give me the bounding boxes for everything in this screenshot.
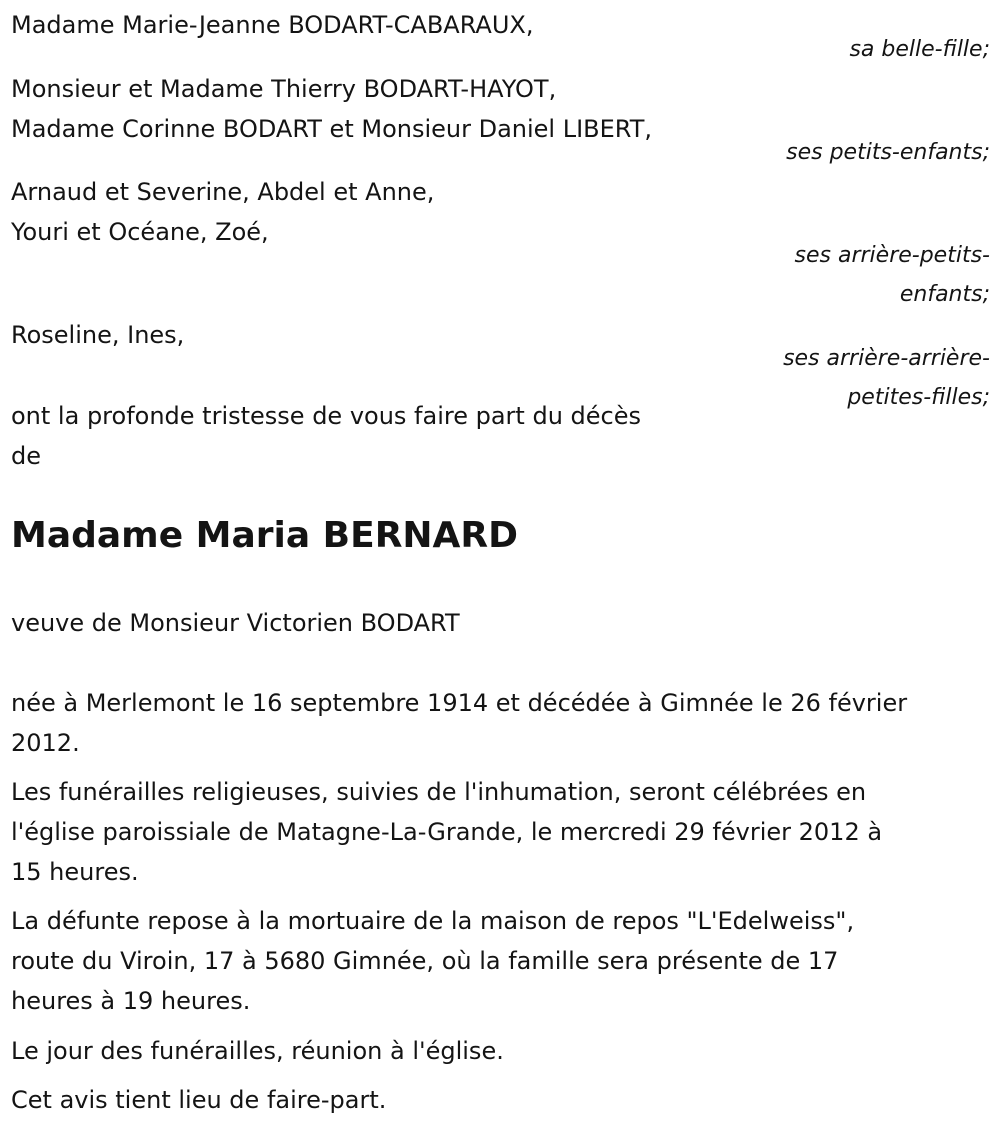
role-grandchildren: ses petits-enfants; (786, 140, 990, 165)
role-great-grandchildren-2: enfants; (899, 282, 990, 307)
family-line-great-great-grandchildren: Roseline, Ines, (11, 321, 185, 349)
repose-line-3: heures à 19 heures. (11, 987, 251, 1015)
role-great-grandchildren-1: ses arrière-petits- (794, 243, 990, 268)
meeting-line: Le jour des funérailles, réunion à l'église. (11, 1037, 504, 1065)
announcement-line-2: de (11, 442, 41, 470)
notice-line: Cet avis tient lieu de faire-part. (11, 1086, 387, 1114)
family-line-great-grandchildren-2: Youri et Océane, Zoé, (11, 218, 269, 246)
repose-line-1: La défunte repose à la mortuaire de la maison de repos "L'Edelweiss", (11, 907, 855, 935)
widow-of-line: veuve de Monsieur Victorien BODART (11, 609, 460, 637)
funeral-line-2: l'église paroissiale de Matagne-La-Grande, le mercredi 29 février 2012 à (11, 818, 883, 846)
birth-death-line-1: née à Merlemont le 16 septembre 1914 et décédée à Gimnée le 26 février (11, 689, 908, 717)
role-daughter-in-law: sa belle-fille; (849, 37, 990, 62)
role-great-great-grandchildren-2: petites-filles; (847, 385, 990, 410)
funeral-line-3: 15 heures. (11, 858, 139, 886)
family-line-daughter-in-law: Madame Marie-Jeanne BODART-CABARAUX, (11, 11, 534, 39)
birth-death-line-2: 2012. (11, 729, 80, 757)
role-great-great-grandchildren-1: ses arrière-arrière- (783, 346, 990, 371)
family-line-great-grandchildren-1: Arnaud et Severine, Abdel et Anne, (11, 178, 435, 206)
funeral-line-1: Les funérailles religieuses, suivies de l'inhumation, seront célébrées en (11, 778, 867, 806)
repose-line-2: route du Viroin, 17 à 5680 Gimnée, où la famille sera présente de 17 (11, 947, 839, 975)
deceased-name: Madame Maria BERNARD (11, 515, 519, 556)
announcement-line-1: ont la profonde tristesse de vous faire part du décès (11, 402, 641, 430)
family-line-grandchildren-2: Madame Corinne BODART et Monsieur Daniel LIBERT, (11, 115, 653, 143)
family-line-grandchildren-1: Monsieur et Madame Thierry BODART-HAYOT, (11, 75, 557, 103)
